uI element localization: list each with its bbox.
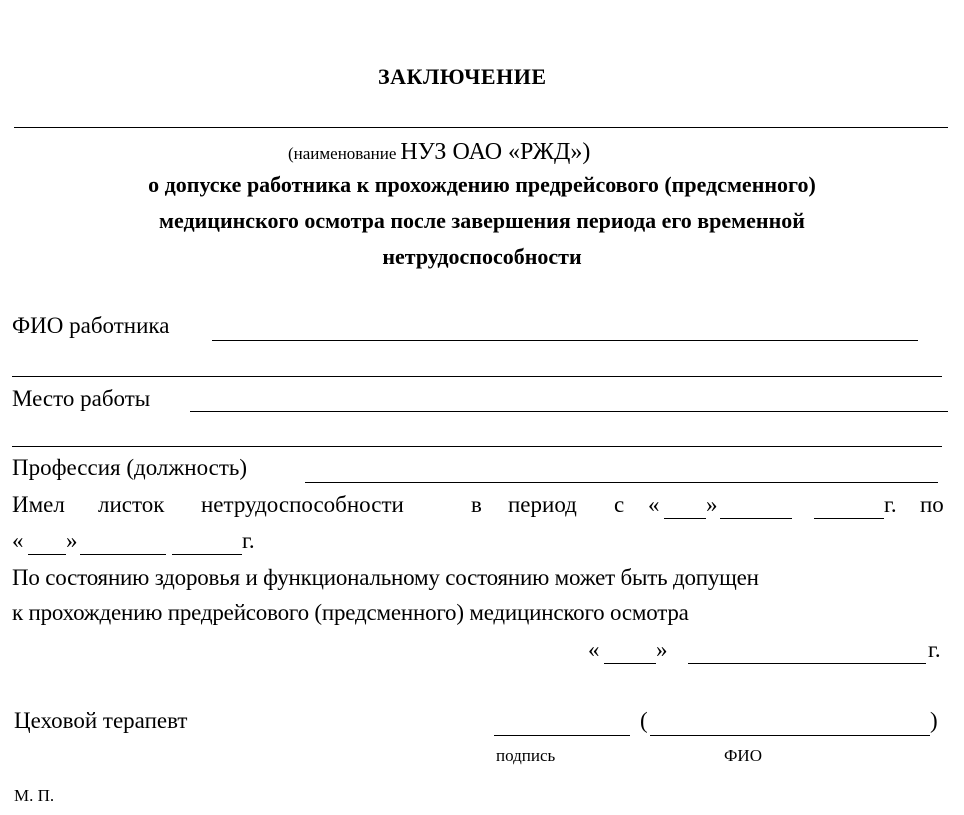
sick-leave-to-year-suffix: г.	[242, 528, 255, 553]
sick-leave-word-4: в	[471, 492, 482, 517]
sick-leave-from-day-field[interactable]	[664, 518, 706, 519]
sick-leave-from-month-field[interactable]	[720, 518, 792, 519]
fio-label: ФИО работника	[12, 313, 170, 338]
admission-date-close-quote: »	[656, 637, 668, 662]
sick-leave-word-5: период	[508, 492, 577, 517]
organization-name-line	[14, 127, 948, 128]
subject-line-2: медицинского осмотра после завершения периода его временной	[159, 208, 805, 233]
workplace-field[interactable]	[190, 411, 948, 412]
fio-open-paren: (	[640, 708, 648, 733]
sick-leave-word-6: с	[614, 492, 625, 517]
organization-caption	[288, 139, 590, 166]
stamp-place-label: М. П.	[14, 786, 55, 805]
fio-field-continuation[interactable]	[12, 376, 942, 377]
admission-date-month-year-field[interactable]	[688, 663, 926, 664]
signature-caption: подпись	[496, 746, 556, 765]
document-title: ЗАКЛЮЧЕНИЕ	[378, 64, 547, 89]
admission-date-open-quote: «	[588, 637, 600, 662]
sick-leave-from-open-quote: «	[648, 492, 660, 517]
conclusion-line-2: к прохождению предрейсового (предсменного) медицинского осмотра	[12, 600, 689, 625]
admission-date-day-field[interactable]	[604, 663, 656, 664]
organization-caption-prefix: (наименование	[288, 144, 397, 163]
sick-leave-word-2: листок	[98, 492, 165, 517]
conclusion-line-1: По состоянию здоровья и функциональному состоянию может быть допущен	[12, 565, 759, 590]
subject-line-1: о допуске работника к прохождению предрейсового (предсменного)	[148, 172, 816, 197]
therapist-fio-field[interactable]	[650, 735, 930, 736]
profession-label: Профессия (должность)	[12, 455, 248, 480]
admission-date-year-suffix: г.	[928, 637, 941, 662]
workplace-label: Место работы	[12, 386, 151, 411]
sick-leave-to-month-field[interactable]	[80, 554, 166, 555]
therapist-role-label: Цеховой терапевт	[14, 708, 188, 733]
sick-leave-to-day-field[interactable]	[28, 554, 66, 555]
sick-leave-from-year-field[interactable]	[814, 518, 884, 519]
sick-leave-word-1: Имел	[12, 492, 65, 517]
fio-field[interactable]	[212, 340, 918, 341]
sick-leave-by-word: по	[920, 492, 944, 517]
organization-caption-value: НУЗ ОАО «РЖД»)	[400, 139, 591, 165]
fio-close-paren: )	[930, 708, 938, 733]
workplace-field-continuation[interactable]	[12, 446, 942, 447]
subject-line-3: нетрудоспособности	[382, 244, 582, 269]
sick-leave-from-close-quote: »	[706, 492, 718, 517]
fio-caption: ФИО	[724, 746, 762, 765]
sick-leave-to-year-field[interactable]	[172, 554, 242, 555]
profession-field[interactable]	[305, 482, 938, 483]
sick-leave-to-close-quote: »	[66, 528, 78, 553]
signature-field[interactable]	[494, 735, 630, 736]
sick-leave-word-3: нетрудоспособности	[201, 492, 404, 517]
sick-leave-to-open-quote: «	[12, 528, 24, 553]
sick-leave-from-year-suffix: г.	[884, 492, 897, 517]
